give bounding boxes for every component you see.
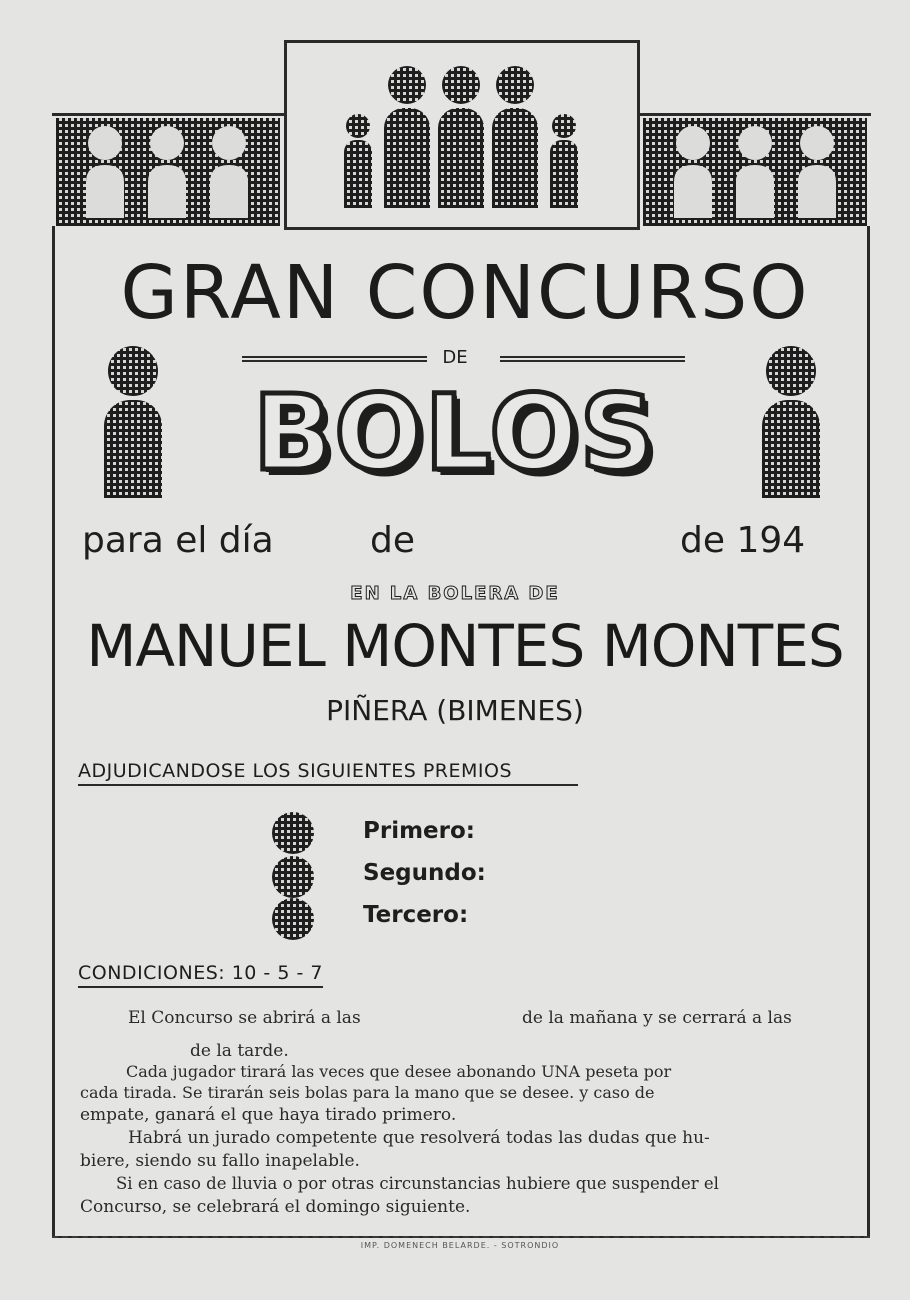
pin-icon: [438, 108, 484, 208]
ball-icon: [272, 856, 314, 898]
pin-icon: [492, 108, 538, 208]
condition-text: de la tarde.: [190, 1041, 289, 1061]
venue-place: PIÑERA (BIMENES): [326, 694, 584, 727]
date-para-el-dia: para el día: [82, 520, 274, 561]
pin-icon: [736, 165, 774, 218]
pin-icon: [150, 126, 184, 160]
prize-second: Segundo:: [363, 860, 486, 886]
pin-icon: [496, 66, 534, 104]
venue-owner: MANUEL MONTES MONTES: [86, 612, 844, 680]
ball-icon: [272, 898, 314, 940]
ball-icon: [272, 812, 314, 854]
pin-icon: [88, 126, 122, 160]
pin-icon: [384, 108, 430, 208]
pin-icon: [344, 140, 372, 208]
printer-imprint: IMP. DOMENECH BELARDE. - SOTRONDIO: [360, 1241, 560, 1250]
pin-icon: [104, 400, 162, 498]
venue-intro: EN LA BOLERA DE: [350, 583, 560, 604]
pin-icon: [210, 165, 248, 218]
condition-text: Concurso, se celebrará el domingo siguiente.: [80, 1197, 471, 1217]
title-de: DE: [442, 347, 468, 368]
condition-text: empate, ganará el que haya tirado primero.: [80, 1105, 457, 1125]
pin-icon: [108, 346, 158, 396]
pin-icon: [550, 140, 578, 208]
pin-icon: [148, 165, 186, 218]
condition-text: Si en caso de lluvia o por otras circunstancias hubiere que suspender el: [116, 1174, 719, 1193]
pin-icon: [552, 114, 576, 138]
pin-icon: [674, 165, 712, 218]
left-light-pins: [86, 126, 248, 218]
pin-icon: [346, 114, 370, 138]
pin-icon: [676, 126, 710, 160]
pin-icon: [798, 165, 836, 218]
pin-icon: [212, 126, 246, 160]
prize-third: Tercero:: [363, 902, 469, 928]
pin-icon: [800, 126, 834, 160]
condition-text: cada tirada. Se tirarán seis bolas para la mano que se desee. y caso de: [80, 1083, 655, 1102]
prize-first: Primero:: [363, 818, 475, 844]
date-de: de: [370, 520, 415, 561]
conditions-heading: CONDICIONES: 10 - 5 - 7: [78, 962, 323, 988]
condition-text: El Concurso se abrirá a las: [128, 1008, 361, 1028]
pin-icon: [738, 126, 772, 160]
title-gran-concurso: GRAN CONCURSO: [120, 250, 810, 336]
pin-icon: [762, 400, 820, 498]
right-light-pins: [674, 126, 836, 218]
title-rule-right: [500, 356, 685, 362]
bottom-rule: [52, 1236, 870, 1238]
prizes-heading: ADJUDICANDOSE LOS SIGUIENTES PREMIOS: [78, 760, 578, 786]
title-bolos: BOLOS: [253, 372, 657, 494]
pin-icon: [766, 346, 816, 396]
condition-text: Cada jugador tirará las veces que desee abonando UNA peseta por: [126, 1062, 672, 1081]
condition-text: Habrá un jurado competente que resolverá todas las dudas que hu-: [128, 1128, 710, 1148]
pin-icon: [86, 165, 124, 218]
condition-text: de la mañana y se cerrará a las: [522, 1008, 792, 1028]
date-year: de 194: [680, 520, 806, 561]
pin-icon: [442, 66, 480, 104]
title-rule-left: [242, 356, 427, 362]
pin-icon: [388, 66, 426, 104]
condition-text: biere, siendo su fallo inapelable.: [80, 1151, 360, 1171]
